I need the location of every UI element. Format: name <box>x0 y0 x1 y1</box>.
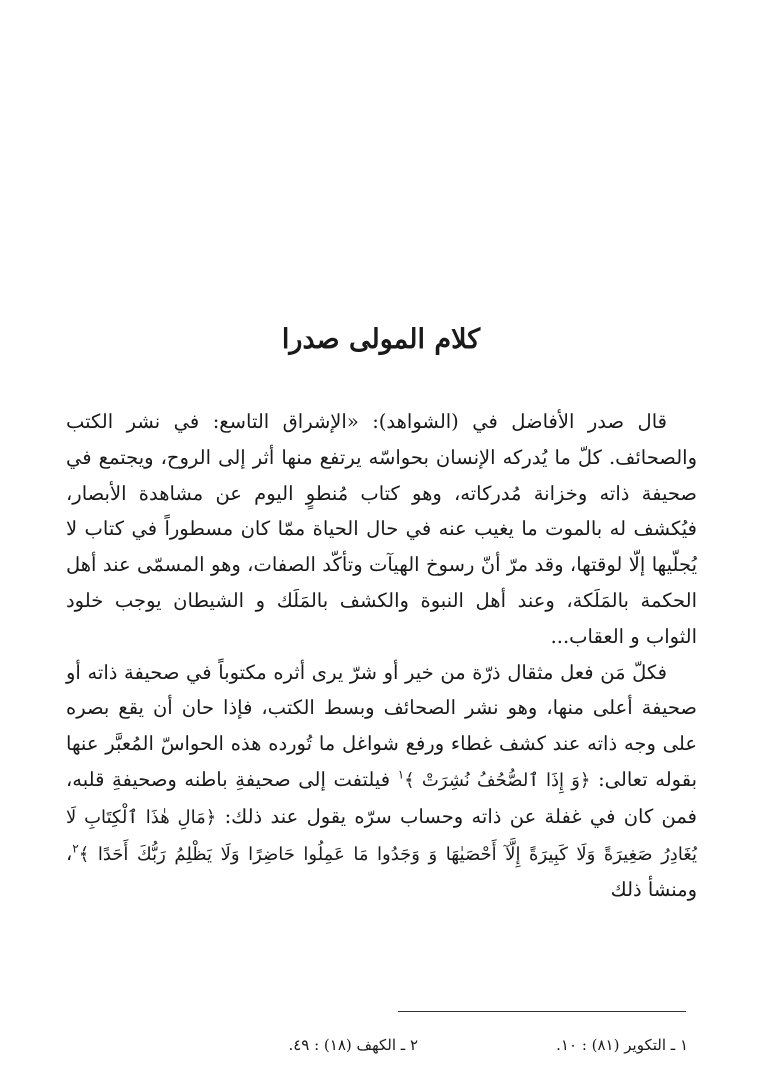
footnote-marker-1: ١ <box>397 767 405 782</box>
paragraph-text-part: فكلّ مَن فعل مثقال ذرّة من خير أو شرّ يرى أثره مكتوباً في صحيفة ذاته أو صحيفة أعلى منها، وهو نشر الصحائف وبسط الكتب، فإذا حان أن يقع بصره على وجه ذاته عند كشف غطاء ورفع شواغل ما تُورده هذه الحواسّ المُعبَّر عنها بقوله تعالى: <box>66 660 698 791</box>
footnote-2: ٢ ـ الكهف (١٨) : ٤٩. <box>288 1036 418 1054</box>
paragraph-quote-shawahid: قال صدر الأفاضل في (الشواهد): «الإشراق التاسع: في نشر الكتب والصحائف. كلّ ما يُدركه الإنسان بحواسّه يرتفع منها أثر إلى الروح، ويجتمع في صحيفة ذاته وخزانة مُدركاته، وهو كتاب مُنطوٍ اليوم عن مشاهدة الأبصار، فيُكشف له بالموت ما يغيب عنه في حال الحياة ممّا كان مسطوراً في كتاب لا يُجلّيها إلّا لوقتها، وقد مرّ أنّ رسوخ الهيآت وتأكّد الصفات، وهو المسمّى عند أهل الحكمة بالمَلَكة، وعند أهل النبوة والكشف بالمَلَك و الشيطان يوجب خلود الثواب و العقاب... <box>66 410 697 648</box>
footnote-1: ١ ـ التكوير (٨١) : ١٠. <box>556 1036 688 1054</box>
paragraph-scrolls-explanation <box>66 655 697 909</box>
paragraph-text-part: فيلتفت إلى صحيفةِ باطنه وصحيفةِ قلبه، فمن كان في غفلة عن ذاته وحساب سرّه يقول عند ذلك: <box>66 767 697 828</box>
body-text <box>66 404 697 908</box>
footnote-marker-2: ٢ <box>72 841 79 856</box>
page-title: كلام المولى صدرا <box>281 324 481 355</box>
footnote-divider <box>398 1011 686 1012</box>
footnotes <box>160 1030 688 1060</box>
paragraph-text-part: ، ومنشأ ذلك <box>66 841 697 902</box>
quran-verse-takwir: ﴿وَ إِذَا ٱلصُّحُفُ نُشِرَتْ ﴾ <box>404 769 591 791</box>
quran-verse-kahf: ﴿مَالِ هٰذَا ٱلْكِتَابِ لَا يُغَادِرُ صَغِيرَةً وَلَا كَبِيرَةً إِلَّآ أَحْصَيٰهَا وَ وَجَدُوا مَا عَمِلُوا حَاضِرًا وَلَا يَظْلِمُ رَبُّكَ أَحَدًا ﴾ <box>66 806 697 865</box>
